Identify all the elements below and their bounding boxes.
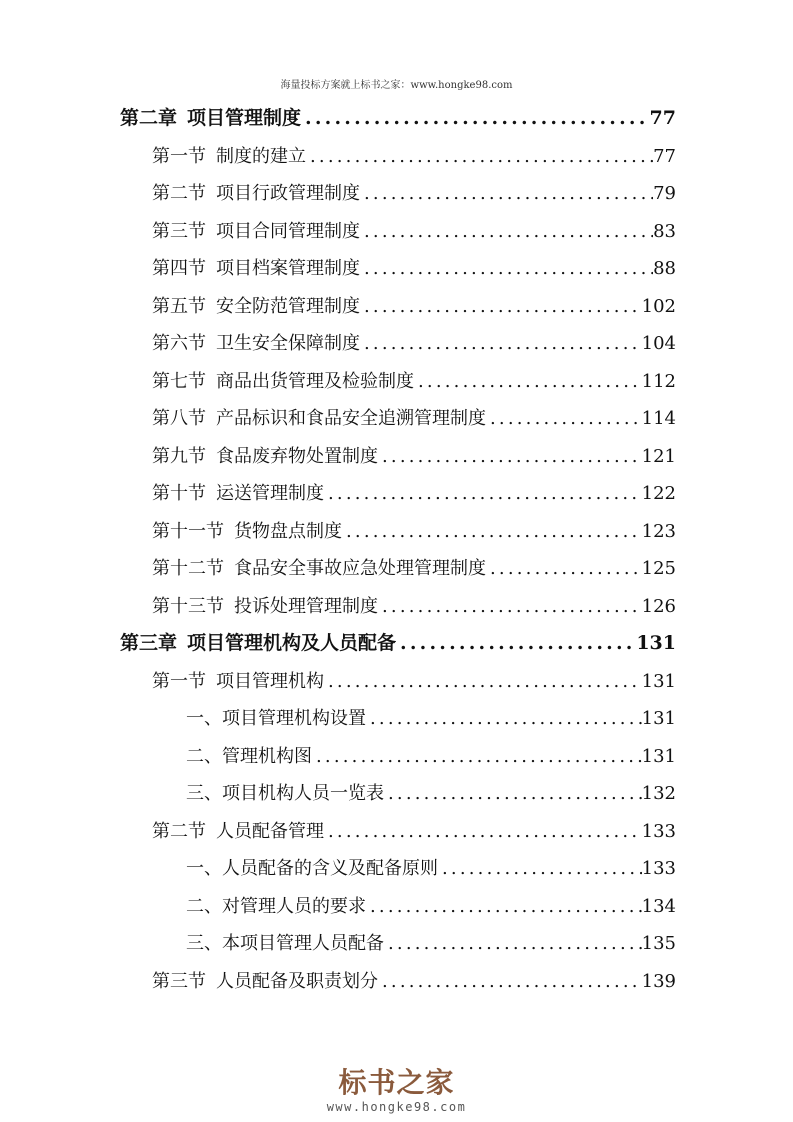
- toc-page-number: 133: [641, 858, 676, 879]
- toc-entry-number: 第二节: [152, 183, 206, 204]
- toc-page-number: 77: [653, 145, 676, 167]
- toc-entry-number: 第七节: [152, 370, 206, 392]
- toc-section-entry[interactable]: [120, 588, 676, 626]
- toc-entry-text: 管理机构图: [222, 745, 312, 767]
- toc-section-entry[interactable]: [120, 438, 676, 476]
- toc-leader-dots: [324, 663, 642, 701]
- toc-section-entry[interactable]: [120, 400, 676, 438]
- toc-entry-number: 第一节: [152, 670, 206, 692]
- toc-entry-number: 第一节: [152, 145, 206, 167]
- toc-entry-title: [186, 925, 384, 963]
- toc-leader-dots: [384, 925, 642, 963]
- toc-entry-title: [152, 550, 486, 588]
- toc-entry-title: [186, 738, 312, 776]
- toc-entry-number: 第三节: [152, 970, 206, 992]
- toc-entry-text: 项目管理机构及人员配备: [187, 632, 397, 654]
- toc-section-entry[interactable]: [120, 138, 676, 176]
- toc-leader-dots: [378, 438, 642, 476]
- toc-entry-text: 人员配备管理: [216, 820, 324, 842]
- toc-entry-text: 项目合同管理制度: [216, 220, 360, 242]
- toc-page-number: 131: [636, 632, 676, 654]
- toc-entry-text: 对管理人员的要求: [222, 895, 366, 917]
- toc-leader-dots: [366, 888, 642, 926]
- toc-entry-title: [152, 325, 360, 363]
- toc-leader-dots: [414, 363, 642, 401]
- toc-entry-text: 安全防范管理制度: [216, 295, 360, 317]
- toc-page-number: 79: [653, 183, 676, 204]
- toc-leader-dots: [486, 550, 642, 588]
- toc-page-number: 133: [641, 820, 676, 842]
- toc-entry-number: 三、: [186, 783, 222, 804]
- toc-leader-dots: [378, 588, 642, 626]
- toc-section-entry[interactable]: [120, 963, 676, 1001]
- toc-entry-title: [152, 513, 342, 551]
- toc-section-entry[interactable]: [120, 213, 676, 251]
- toc-entry-text: 人员配备的含义及配备原则: [222, 858, 438, 879]
- toc-section-entry[interactable]: [120, 663, 676, 701]
- toc-entry-title: [152, 288, 360, 326]
- toc-leader-dots: [324, 475, 642, 513]
- toc-entry-number: 第八节: [152, 408, 206, 429]
- toc-entry-number: 第十一节: [152, 520, 224, 542]
- toc-entry-text: 项目管理机构: [216, 670, 324, 692]
- toc-entry-text: 运送管理制度: [216, 483, 324, 504]
- toc-entry-title: [152, 363, 414, 401]
- toc-chapter-entry[interactable]: [120, 100, 676, 138]
- page-header: 海量投标方案就上标书之家：www.hongke98.com: [280, 80, 513, 91]
- toc-page-number: 77: [649, 107, 676, 129]
- toc-entry-title: [186, 775, 384, 813]
- toc-leader-dots: [301, 100, 650, 138]
- toc-leader-dots: [306, 138, 653, 176]
- toc-page-number: 132: [641, 783, 676, 804]
- toc-entry-title: [152, 250, 360, 288]
- toc-entry-text: 货物盘点制度: [234, 520, 342, 542]
- toc-entry-number: 第二章: [120, 107, 178, 129]
- toc-page-number: 126: [641, 595, 676, 617]
- toc-entry-title: [186, 850, 438, 888]
- toc-entry-title: [152, 438, 378, 476]
- toc-section-entry[interactable]: [120, 813, 676, 851]
- toc-entry-title: [120, 100, 301, 138]
- toc-entry-text: 投诉处理管理制度: [234, 595, 378, 617]
- toc-entry-number: 第十二节: [152, 558, 224, 579]
- toc-entry-title: [152, 588, 378, 626]
- toc-leader-dots: [366, 700, 642, 738]
- toc-entry-number: 第五节: [152, 295, 206, 317]
- toc-entry-title: [152, 138, 306, 176]
- toc-page-number: 114: [641, 408, 676, 429]
- toc-entry-text: 项目管理机构设置: [222, 708, 366, 729]
- toc-chapter-entry[interactable]: [120, 625, 676, 663]
- toc-entry-text: 卫生安全保障制度: [216, 333, 360, 354]
- toc-leader-dots: [324, 813, 642, 851]
- toc-page-number: 104: [641, 333, 676, 354]
- toc-page-number: 134: [641, 895, 676, 917]
- toc-entry-number: 一、: [186, 858, 222, 879]
- footer-logo: [0, 1066, 793, 1114]
- toc-entry-number: 第四节: [152, 258, 206, 279]
- toc-section-entry[interactable]: [120, 550, 676, 588]
- toc-page-number: 139: [641, 970, 676, 992]
- toc-section-entry[interactable]: [120, 888, 676, 926]
- toc-page-number: 135: [641, 933, 676, 954]
- toc-page-number: 125: [641, 558, 676, 579]
- table-of-contents: [120, 100, 676, 1000]
- toc-section-entry[interactable]: [120, 850, 676, 888]
- toc-page-number: 121: [641, 445, 676, 467]
- toc-entry-text: 项目行政管理制度: [216, 183, 360, 204]
- toc-entry-number: 第九节: [152, 445, 206, 467]
- toc-entry-number: 三、: [186, 933, 222, 954]
- toc-leader-dots: [342, 513, 642, 551]
- toc-section-entry[interactable]: [120, 175, 676, 213]
- toc-entry-title: [186, 700, 366, 738]
- toc-leader-dots: [396, 625, 636, 663]
- toc-entry-number: 二、: [186, 895, 222, 917]
- toc-page-number: 112: [641, 370, 676, 392]
- toc-page-number: 102: [641, 295, 676, 317]
- toc-entry-text: 商品出货管理及检验制度: [216, 370, 414, 392]
- toc-entry-number: 二、: [186, 745, 222, 767]
- toc-page-number: 88: [653, 258, 676, 279]
- toc-leader-dots: [360, 175, 653, 213]
- toc-section-entry[interactable]: [120, 925, 676, 963]
- toc-entry-text: 项目管理制度: [187, 107, 302, 129]
- toc-entry-text: 项目机构人员一览表: [222, 783, 384, 804]
- toc-leader-dots: [360, 250, 653, 288]
- toc-leader-dots: [378, 963, 642, 1001]
- toc-entry-title: [152, 813, 324, 851]
- toc-section-entry[interactable]: [120, 475, 676, 513]
- toc-entry-title: [152, 663, 324, 701]
- toc-page-number: 131: [641, 670, 676, 692]
- toc-entry-title: [152, 400, 486, 438]
- toc-leader-dots: [486, 400, 642, 438]
- toc-entry-number: 第三节: [152, 220, 206, 242]
- toc-section-entry[interactable]: [120, 775, 676, 813]
- toc-page-number: 131: [641, 745, 676, 767]
- toc-leader-dots: [384, 775, 642, 813]
- toc-entry-number: 第二节: [152, 820, 206, 842]
- toc-leader-dots: [360, 288, 642, 326]
- toc-entry-text: 项目档案管理制度: [216, 258, 360, 279]
- toc-leader-dots: [360, 213, 653, 251]
- toc-section-entry[interactable]: [120, 700, 676, 738]
- toc-page-number: 122: [641, 483, 676, 504]
- toc-section-entry[interactable]: [120, 250, 676, 288]
- toc-entry-title: [152, 213, 360, 251]
- toc-section-entry[interactable]: [120, 738, 676, 776]
- toc-entry-title: [152, 963, 378, 1001]
- toc-entry-text: 食品废弃物处置制度: [216, 445, 378, 467]
- toc-section-entry[interactable]: [120, 363, 676, 401]
- toc-entry-number: 第三章: [120, 632, 178, 654]
- toc-leader-dots: [312, 738, 642, 776]
- toc-entry-number: 第十节: [152, 483, 206, 504]
- toc-entry-text: 产品标识和食品安全追溯管理制度: [216, 408, 486, 429]
- toc-entry-title: [152, 175, 360, 213]
- toc-entry-text: 食品安全事故应急处理管理制度: [234, 558, 486, 579]
- toc-entry-title: [120, 625, 396, 663]
- logo-text: 标书之家: [338, 1066, 455, 1099]
- toc-section-entry[interactable]: [120, 513, 676, 551]
- toc-entry-text: 制度的建立: [216, 145, 306, 167]
- toc-page-number: 83: [653, 220, 676, 242]
- toc-entry-text: 人员配备及职责划分: [216, 970, 378, 992]
- toc-entry-title: [186, 888, 366, 926]
- toc-page-number: 123: [641, 520, 676, 542]
- toc-entry-number: 第六节: [152, 333, 206, 354]
- toc-leader-dots: [360, 325, 642, 363]
- logo-url: www.hongke98.com: [326, 1100, 467, 1114]
- toc-section-entry[interactable]: [120, 325, 676, 363]
- toc-section-entry[interactable]: [120, 288, 676, 326]
- toc-entry-text: 本项目管理人员配备: [222, 933, 384, 954]
- toc-entry-number: 第十三节: [152, 595, 224, 617]
- toc-leader-dots: [438, 850, 642, 888]
- toc-entry-title: [152, 475, 324, 513]
- toc-entry-number: 一、: [186, 708, 222, 729]
- toc-page-number: 131: [641, 708, 676, 729]
